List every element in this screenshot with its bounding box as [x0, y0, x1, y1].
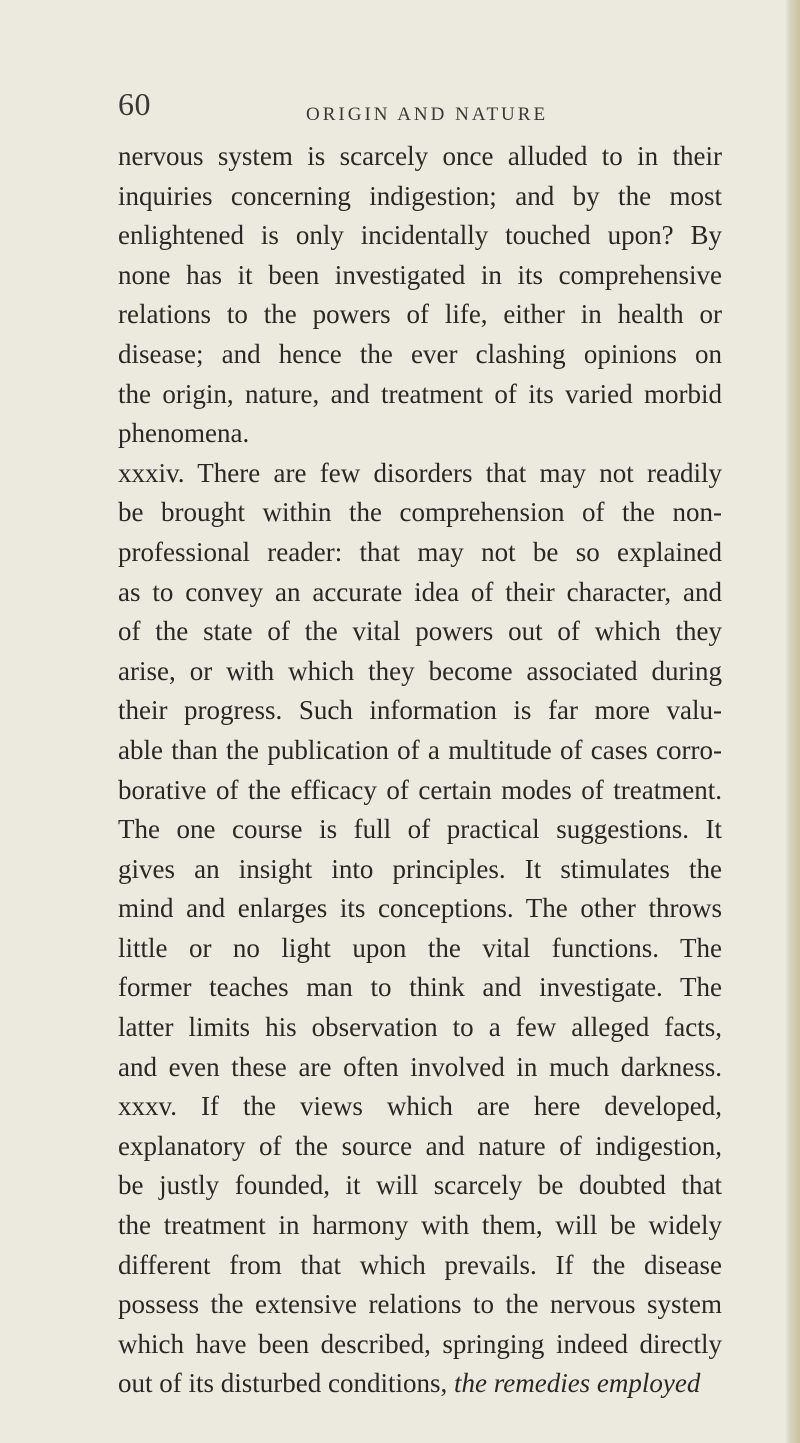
- text-line: mind and enlarges its conceptions. The other throws: [118, 893, 722, 924]
- text-line: inquiries concerning indigestion; and by the most: [118, 180, 722, 211]
- text-line: different from that which prevails. If the disease: [118, 1249, 722, 1280]
- text-line: explanatory of the source and nature of indigestion,: [118, 1130, 722, 1161]
- text-line: disease; and hence the ever clashing opinions on: [118, 338, 722, 369]
- text-line: little or no light upon the vital functions. The: [118, 932, 722, 963]
- text-line: former teaches man to think and investigate. The: [118, 972, 722, 1003]
- section-xxxv-start: xxxv. If the views which are here developed,: [118, 1091, 722, 1122]
- text-line: be brought within the comprehension of the non-: [118, 497, 722, 528]
- text-line: borative of the efficacy of certain modes of treatment.: [118, 774, 722, 805]
- text-line: nervous system is scarcely once alluded to in their: [118, 141, 722, 171]
- text-line: and even these are often involved in much darkness.: [118, 1051, 722, 1082]
- text-line: professional reader: that may not be so explained: [118, 536, 722, 567]
- text-line: the treatment in harmony with them, will be widely: [118, 1210, 722, 1241]
- section-xxxiv-start: xxxiv. There are few disorders that may not readily: [118, 457, 722, 488]
- text-line: as to convey an accurate idea of their character, and: [118, 576, 722, 607]
- text-line: the origin, nature, and treatment of its varied morbid: [118, 378, 722, 409]
- text-line: The one course is full of practical suggestions. It: [118, 814, 722, 845]
- text-line: relations to the powers of life, either in health or: [118, 299, 722, 330]
- text-line: able than the publication of a multitude of cases corro-: [118, 734, 722, 765]
- body-text: [118, 137, 722, 1404]
- text-line: latter limits his observation to a few alleged facts,: [118, 1012, 722, 1043]
- text-line: none has it been investigated in its comprehensive: [118, 259, 722, 290]
- running-head: ORIGIN AND NATURE: [306, 104, 549, 125]
- page-header: [118, 88, 722, 132]
- final-text-line: [118, 1364, 722, 1404]
- text-line: of the state of the vital powers out of which they: [118, 616, 722, 647]
- text-line: be justly founded, it will scarcely be doubted that: [118, 1170, 722, 1201]
- text-line: their progress. Such information is far more valu-: [118, 695, 722, 726]
- page-edge: [786, 0, 800, 1443]
- text-line: which have been described, springing indeed directly: [118, 1328, 722, 1359]
- page-number: 60: [118, 86, 151, 122]
- text-line: phenomena.: [118, 418, 250, 449]
- text-line: enlightened is only incidentally touched upon? By: [118, 220, 722, 251]
- text-line: arise, or with which they become associated during: [118, 655, 722, 686]
- final-line-roman: out of its disturbed conditions,: [118, 1368, 454, 1399]
- text-line: possess the extensive relations to the nervous system: [118, 1289, 722, 1320]
- final-line-italic: the remedies employed: [453, 1368, 701, 1399]
- text-line: gives an insight into principles. It stimulates the: [118, 853, 722, 884]
